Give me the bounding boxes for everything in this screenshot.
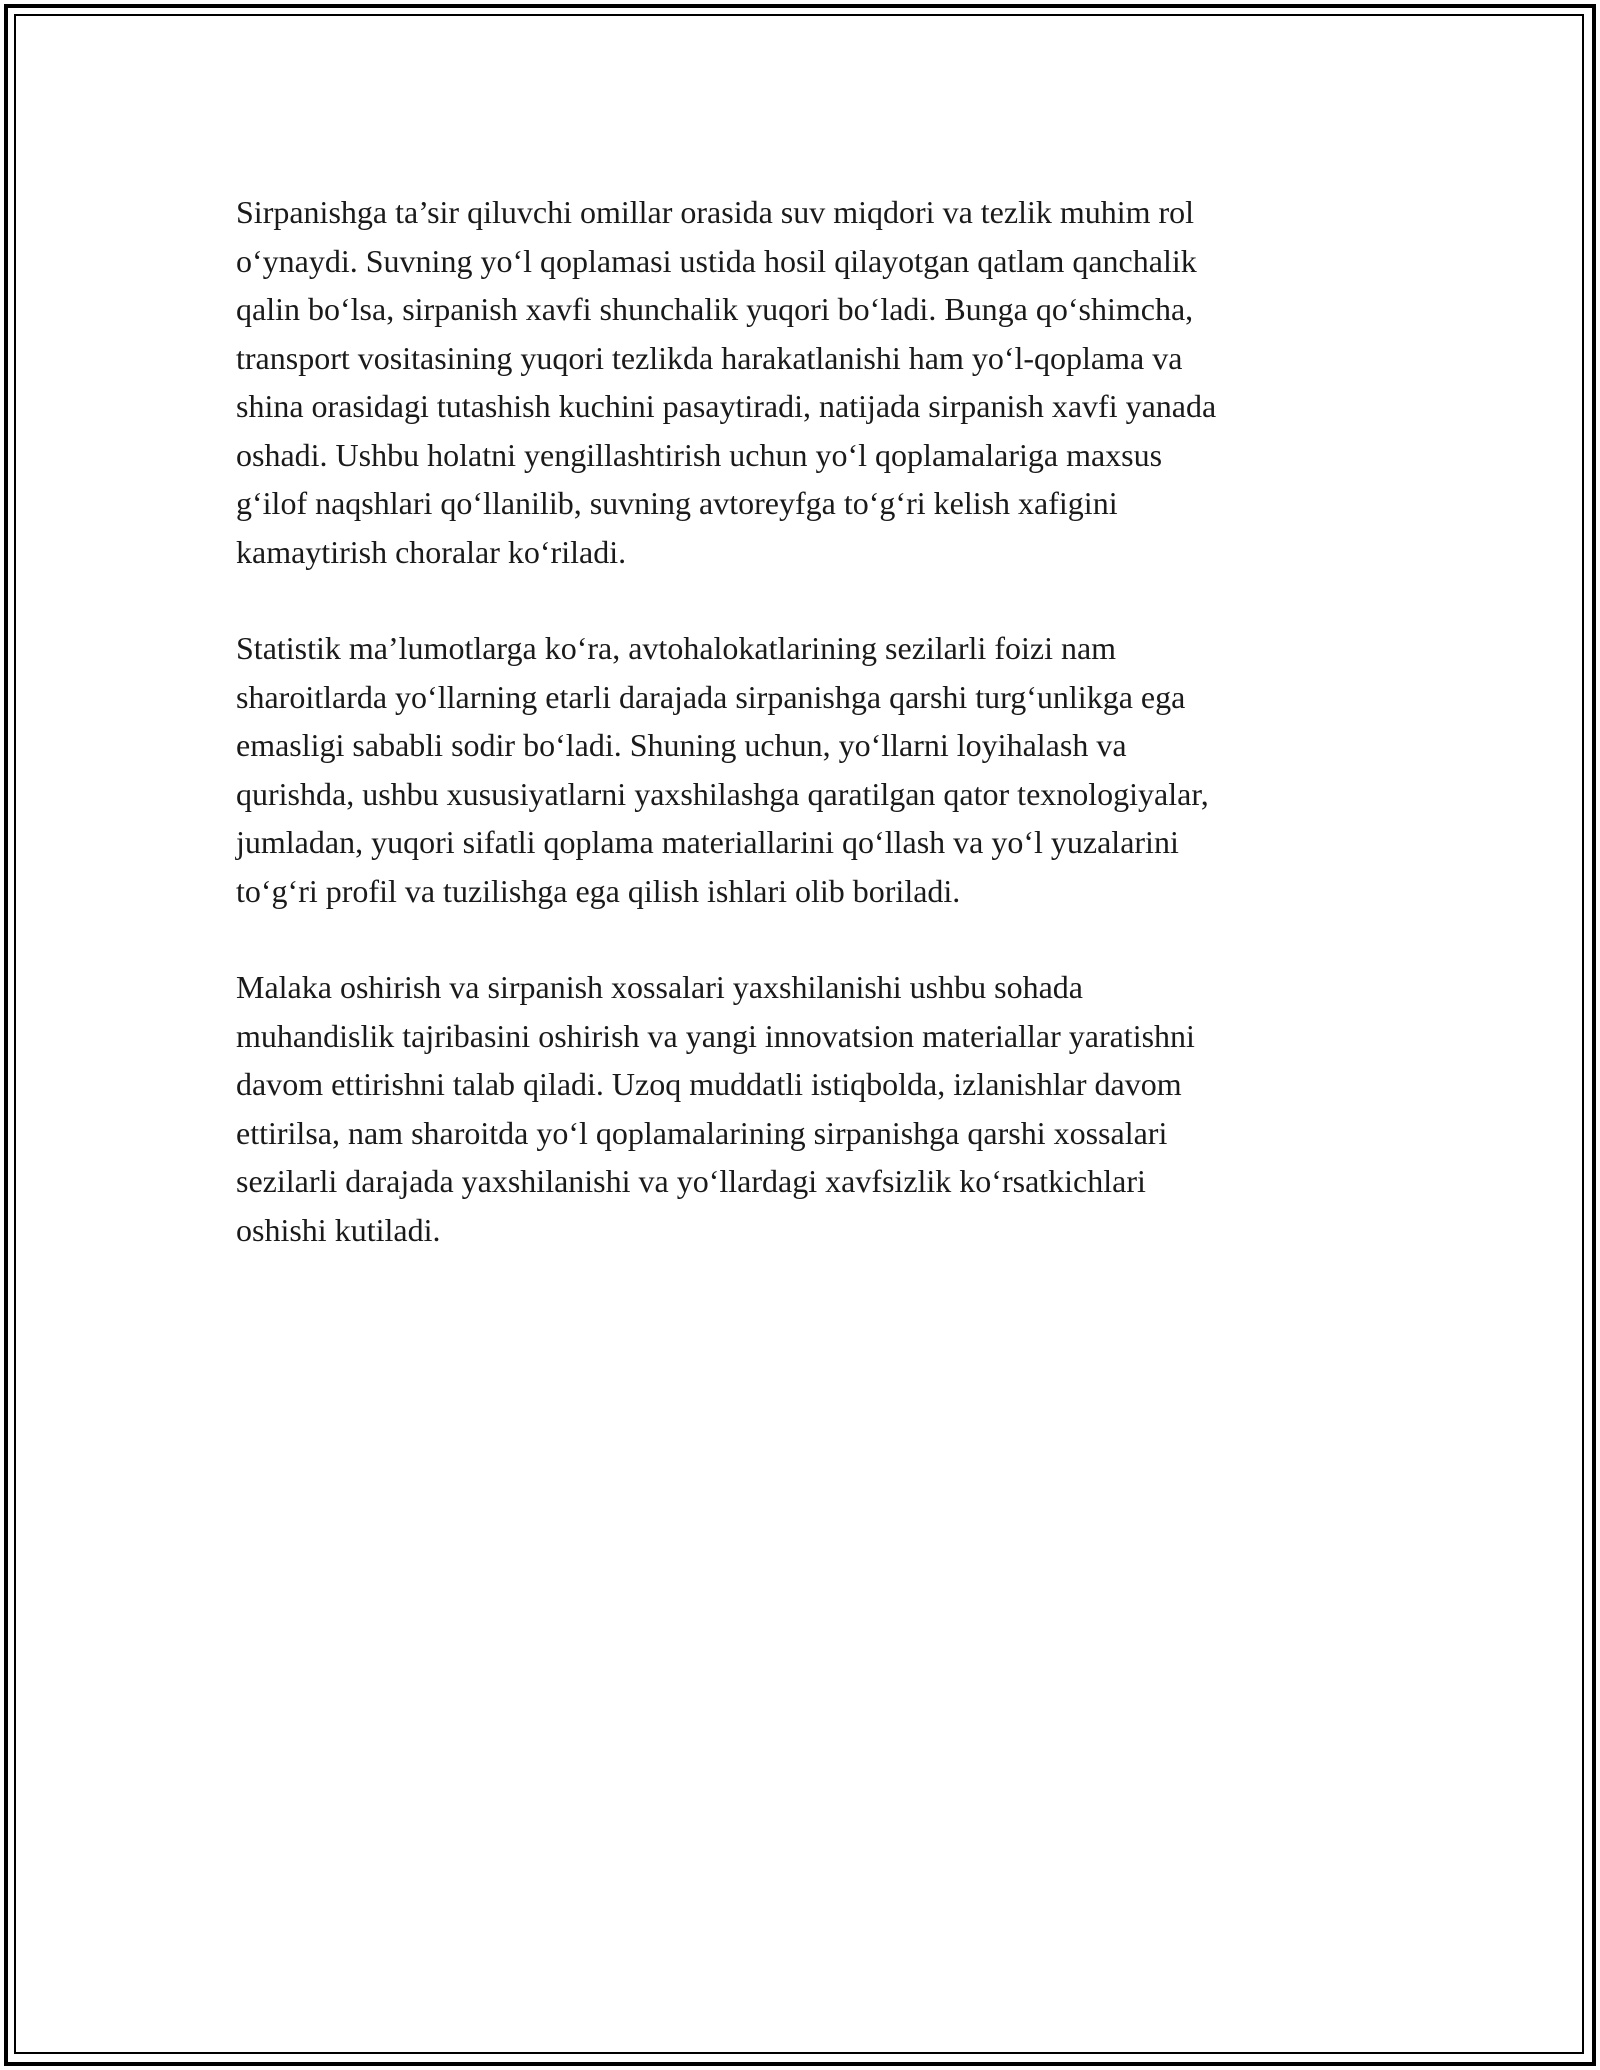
text-line: transport vositasining yuqori tezlikda harakatlanishi ham yo‘l-qoplama va <box>236 339 1183 376</box>
text-line: davom ettirishni talab qiladi. Uzoq muddatli istiqbolda, izlanishlar davom <box>236 1066 1182 1102</box>
text-line: Statistik ma’lumotlarga ko‘ra, avtohalokatlarining sezilarli foizi nam <box>236 630 1117 666</box>
text-line: sharoitlarda yo‘llarning etarli darajada sirpanishga qarshi turg‘unlikga ega <box>236 678 1186 715</box>
text-line: g‘ilof naqshlari qo‘llanilib, suvning avtoreyfga to‘g‘ri kelish xafigini <box>236 485 1118 521</box>
text-line: to‘g‘ri profil va tuzilishga ega qilish ishlari olib boriladi. <box>236 872 961 909</box>
text-line: oshishi kutiladi. <box>236 1211 441 1248</box>
text-line: oshadi. Ushbu holatni yengillashtirish uchun yo‘l qoplamalariga maxsus <box>236 436 1163 473</box>
text-line: ettirilsa, nam sharoitda yo‘l qoplamalarining sirpanishga qarshi xossalari <box>236 1114 1168 1151</box>
text-line: emasligi sababli sodir bo‘ladi. Shuning uchun, yo‘llarni loyihalash va <box>236 727 1127 763</box>
text-line: qurishda, ushbu xususiyatlarni yaxshilashga qaratilgan qator texnologiyalar, <box>236 775 1209 812</box>
text-line: shina orasidagi tutashish kuchini pasaytiradi, natijada sirpanish xavfi yanada <box>236 388 1217 424</box>
text-line: Malaka oshirish va sirpanish xossalari yaxshilanishi ushbu sohada <box>236 969 1083 1005</box>
paragraph-3 <box>236 963 1376 1254</box>
document-body <box>236 188 1376 1302</box>
paragraph-1 <box>236 188 1376 576</box>
text-line: Sirpanishga ta’sir qiluvchi omillar orasida suv miqdori va tezlik muhim rol <box>236 194 1195 230</box>
text-line: qalin bo‘lsa, sirpanish xavfi shunchalik yuqori bo‘ladi. Bunga qo‘shimcha, <box>236 291 1194 327</box>
text-line: muhandislik tajribasini oshirish va yangi innovatsion materiallar yaratishni <box>236 1017 1195 1054</box>
text-line: jumladan, yuqori sifatli qoplama materiallarini qo‘llash va yo‘l yuzalarini <box>236 824 1179 860</box>
text-line: o‘ynaydi. Suvning yo‘l qoplamasi ustida hosil qilayotgan qatlam qanchalik <box>236 242 1197 279</box>
text-line: sezilarli darajada yaxshilanishi va yo‘llardagi xavfsizlik ko‘rsatkichlari <box>236 1163 1146 1199</box>
paragraph-2 <box>236 624 1376 915</box>
text-line: kamaytirish choralar ko‘riladi. <box>236 533 627 570</box>
